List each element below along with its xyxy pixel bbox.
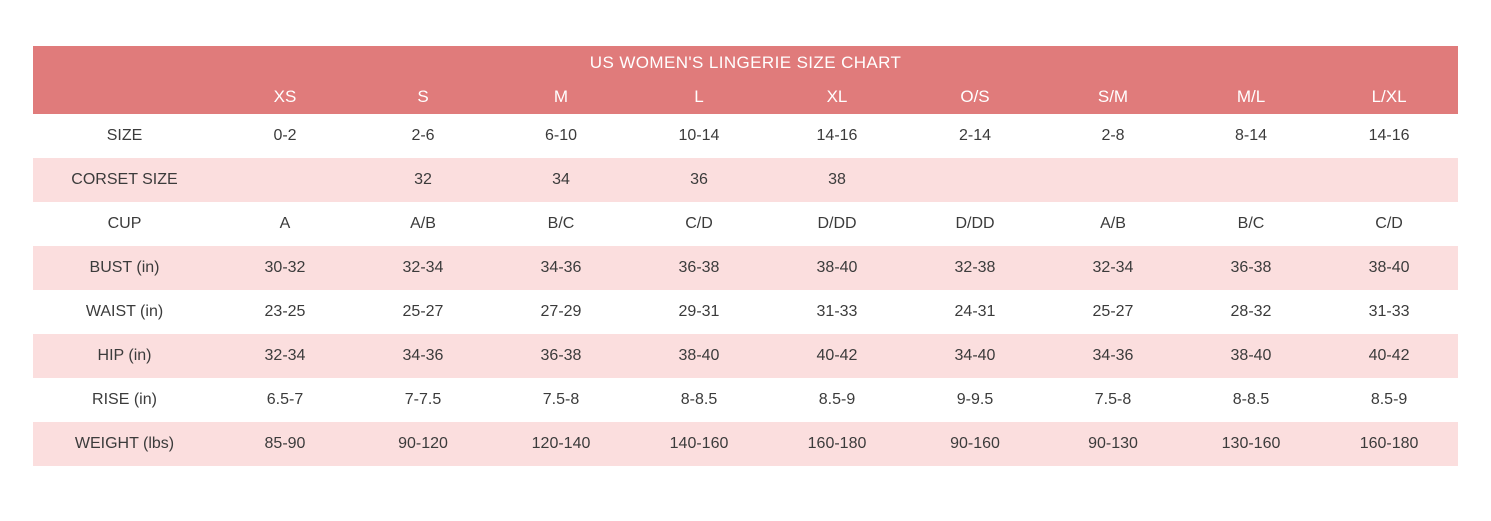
cell-waist-xs: 23-25 [216, 290, 354, 334]
cell-hip-l: 38-40 [630, 334, 768, 378]
column-header-s: S [354, 80, 492, 114]
table-row [33, 378, 1458, 422]
cell-rise-s: 7-7.5 [354, 378, 492, 422]
table-row [33, 114, 1458, 158]
cell-hip-s: 34-36 [354, 334, 492, 378]
cell-corset-s: 32 [354, 158, 492, 202]
cell-corset-xs [216, 158, 354, 202]
row-label-bust: BUST (in) [33, 246, 216, 290]
cell-cup-xl: D/DD [768, 202, 906, 246]
cell-rise-m: 7.5-8 [492, 378, 630, 422]
cell-bust-os: 32-38 [906, 246, 1044, 290]
cell-cup-ml: B/C [1182, 202, 1320, 246]
cell-weight-xl: 160-180 [768, 422, 906, 466]
cell-weight-ml: 130-160 [1182, 422, 1320, 466]
cell-waist-xl: 31-33 [768, 290, 906, 334]
cell-hip-sm: 34-36 [1044, 334, 1182, 378]
cell-weight-l: 140-160 [630, 422, 768, 466]
cell-size-os: 2-14 [906, 114, 1044, 158]
column-header-sm: S/M [1044, 80, 1182, 114]
row-label-waist: WAIST (in) [33, 290, 216, 334]
row-label-hip: HIP (in) [33, 334, 216, 378]
column-header-lxl: L/XL [1320, 80, 1458, 114]
cell-hip-os: 34-40 [906, 334, 1044, 378]
cell-rise-os: 9-9.5 [906, 378, 1044, 422]
cell-waist-s: 25-27 [354, 290, 492, 334]
row-label-size: SIZE [33, 114, 216, 158]
cell-rise-lxl: 8.5-9 [1320, 378, 1458, 422]
cell-hip-ml: 38-40 [1182, 334, 1320, 378]
cell-waist-m: 27-29 [492, 290, 630, 334]
cell-size-ml: 8-14 [1182, 114, 1320, 158]
row-label-cup: CUP [33, 202, 216, 246]
cell-corset-xl: 38 [768, 158, 906, 202]
row-label-rise: RISE (in) [33, 378, 216, 422]
cell-size-m: 6-10 [492, 114, 630, 158]
cell-cup-l: C/D [630, 202, 768, 246]
row-label-weight: WEIGHT (lbs) [33, 422, 216, 466]
cell-hip-xs: 32-34 [216, 334, 354, 378]
cell-bust-xl: 38-40 [768, 246, 906, 290]
page-title: US WOMEN'S LINGERIE SIZE CHART [33, 46, 1458, 80]
column-header-blank [33, 80, 216, 114]
cell-rise-l: 8-8.5 [630, 378, 768, 422]
cell-corset-lxl [1320, 158, 1458, 202]
row-label-corset-size: CORSET SIZE [33, 158, 216, 202]
table-row [33, 246, 1458, 290]
column-header-xs: XS [216, 80, 354, 114]
cell-corset-ml [1182, 158, 1320, 202]
cell-weight-lxl: 160-180 [1320, 422, 1458, 466]
cell-cup-s: A/B [354, 202, 492, 246]
column-header-xl: XL [768, 80, 906, 114]
cell-waist-os: 24-31 [906, 290, 1044, 334]
cell-rise-sm: 7.5-8 [1044, 378, 1182, 422]
cell-size-xs: 0-2 [216, 114, 354, 158]
column-header-ml: M/L [1182, 80, 1320, 114]
cell-weight-sm: 90-130 [1044, 422, 1182, 466]
cell-bust-sm: 32-34 [1044, 246, 1182, 290]
cell-rise-xs: 6.5-7 [216, 378, 354, 422]
cell-corset-sm [1044, 158, 1182, 202]
cell-rise-ml: 8-8.5 [1182, 378, 1320, 422]
table-row [33, 202, 1458, 246]
cell-bust-lxl: 38-40 [1320, 246, 1458, 290]
cell-corset-l: 36 [630, 158, 768, 202]
cell-corset-os [906, 158, 1044, 202]
column-header-row [33, 80, 1458, 114]
cell-hip-m: 36-38 [492, 334, 630, 378]
cell-cup-lxl: C/D [1320, 202, 1458, 246]
table-row [33, 158, 1458, 202]
chart-title-row [33, 46, 1458, 80]
table-row [33, 290, 1458, 334]
cell-cup-m: B/C [492, 202, 630, 246]
cell-bust-xs: 30-32 [216, 246, 354, 290]
size-chart-table [33, 46, 1458, 466]
cell-waist-sm: 25-27 [1044, 290, 1182, 334]
cell-bust-s: 32-34 [354, 246, 492, 290]
cell-bust-m: 34-36 [492, 246, 630, 290]
cell-waist-lxl: 31-33 [1320, 290, 1458, 334]
cell-weight-xs: 85-90 [216, 422, 354, 466]
cell-weight-m: 120-140 [492, 422, 630, 466]
table-row [33, 334, 1458, 378]
cell-size-sm: 2-8 [1044, 114, 1182, 158]
cell-cup-xs: A [216, 202, 354, 246]
cell-waist-l: 29-31 [630, 290, 768, 334]
size-chart-container [33, 46, 1458, 466]
column-header-os: O/S [906, 80, 1044, 114]
cell-rise-xl: 8.5-9 [768, 378, 906, 422]
cell-weight-s: 90-120 [354, 422, 492, 466]
column-header-l: L [630, 80, 768, 114]
cell-size-s: 2-6 [354, 114, 492, 158]
cell-cup-os: D/DD [906, 202, 1044, 246]
cell-size-xl: 14-16 [768, 114, 906, 158]
cell-corset-m: 34 [492, 158, 630, 202]
cell-size-l: 10-14 [630, 114, 768, 158]
cell-cup-sm: A/B [1044, 202, 1182, 246]
cell-size-lxl: 14-16 [1320, 114, 1458, 158]
cell-waist-ml: 28-32 [1182, 290, 1320, 334]
cell-bust-l: 36-38 [630, 246, 768, 290]
table-row [33, 422, 1458, 466]
cell-weight-os: 90-160 [906, 422, 1044, 466]
size-chart-body [33, 46, 1458, 466]
cell-hip-xl: 40-42 [768, 334, 906, 378]
column-header-m: M [492, 80, 630, 114]
cell-hip-lxl: 40-42 [1320, 334, 1458, 378]
cell-bust-ml: 36-38 [1182, 246, 1320, 290]
